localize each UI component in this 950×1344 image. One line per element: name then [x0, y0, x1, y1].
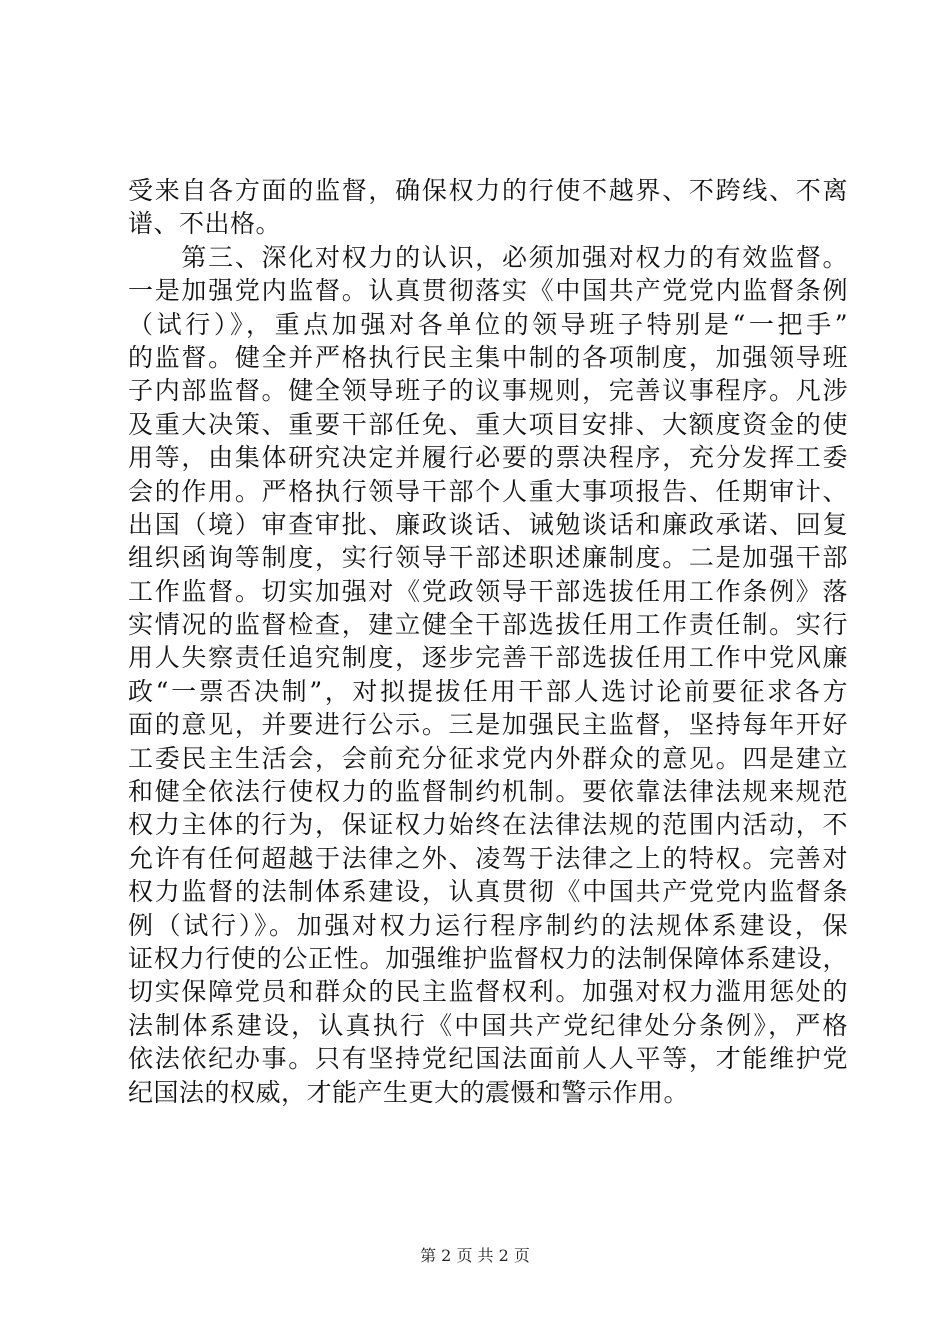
- text-line: 允许有任何超越于法律之外、凌驾于法律之上的特权。完善对: [128, 843, 848, 873]
- document-body: [128, 174, 848, 1109]
- text-line: 会的作用。严格执行领导干部个人重大事项报告、任期审计、: [128, 476, 848, 506]
- text-line: 工作监督。切实加强对《党政领导干部选拔任用工作条例》落: [128, 576, 848, 606]
- text-line: （试行）》，重点加强对各单位的领导班子特别是“一把手”: [128, 309, 848, 339]
- text-line: 实情况的监督检查，建立健全干部选拔任用工作责任制。实行: [128, 610, 848, 640]
- text-line: 权力主体的行为，保证权力始终在法律法规的范围内活动，不: [128, 810, 848, 840]
- page-number-label: 第 2 页 共 2 页: [420, 1246, 530, 1265]
- text-line: 切实保障党员和群众的民主监督权利。加强对权力滥用惩处的: [128, 977, 848, 1007]
- text-line: 第三、深化对权力的认识，必须加强对权力的有效监督。: [128, 242, 848, 272]
- text-line: 工委民主生活会，会前充分征求党内外群众的意见。四是建立: [128, 743, 848, 773]
- text-line: 依法依纪办事。只有坚持党纪国法面前人人平等，才能维护党: [128, 1044, 848, 1074]
- page-footer: [0, 1246, 950, 1266]
- text-line: 受来自各方面的监督，确保权力的行使不越界、不跨线、不离: [128, 176, 848, 205]
- text-line: 政“一票否决制”，对拟提拔任用干部人选讨论前要征求各方: [128, 676, 848, 706]
- text-line: 组织函询等制度，实行领导干部述职述廉制度。二是加强干部: [128, 543, 848, 573]
- text-line: 及重大决策、重要干部任免、重大项目安排、大额度资金的使: [128, 409, 848, 439]
- text-line: 谱、不出格。: [128, 209, 282, 239]
- text-line: 一是加强党内监督。认真贯彻落实《中国共产党党内监督条例: [128, 276, 848, 306]
- text-line: 法制体系建设，认真执行《中国共产党纪律处分条例》，严格: [128, 1010, 848, 1040]
- text-line: 用人失察责任追究制度，逐步完善干部选拔任用工作中党风廉: [128, 643, 848, 673]
- text-line: 和健全依法行使权力的监督制约机制。要依靠法律法规来规范: [128, 777, 848, 807]
- text-line: 面的意见，并要进行公示。三是加强民主监督，坚持每年开好: [128, 710, 848, 740]
- text-line: 证权力行使的公正性。加强维护监督权力的法制保障体系建设，: [128, 943, 848, 973]
- text-line: 的监督。健全并严格执行民主集中制的各项制度，加强领导班: [128, 342, 848, 372]
- text-line: 出国（境）审查审批、廉政谈话、诫勉谈话和廉政承诺、回复: [128, 509, 848, 539]
- text-line: 例（试行）》。加强对权力运行程序制约的法规体系建设，保: [128, 910, 848, 940]
- text-line: 子内部监督。健全领导班子的议事规则，完善议事程序。凡涉: [128, 376, 848, 406]
- text-line: 权力监督的法制体系建设，认真贯彻《中国共产党党内监督条: [128, 877, 848, 907]
- text-line: 用等，由集体研究决定并履行必要的票决程序，充分发挥工委: [128, 443, 848, 473]
- text-line: 纪国法的权威，才能产生更大的震慑和警示作用。: [128, 1077, 690, 1107]
